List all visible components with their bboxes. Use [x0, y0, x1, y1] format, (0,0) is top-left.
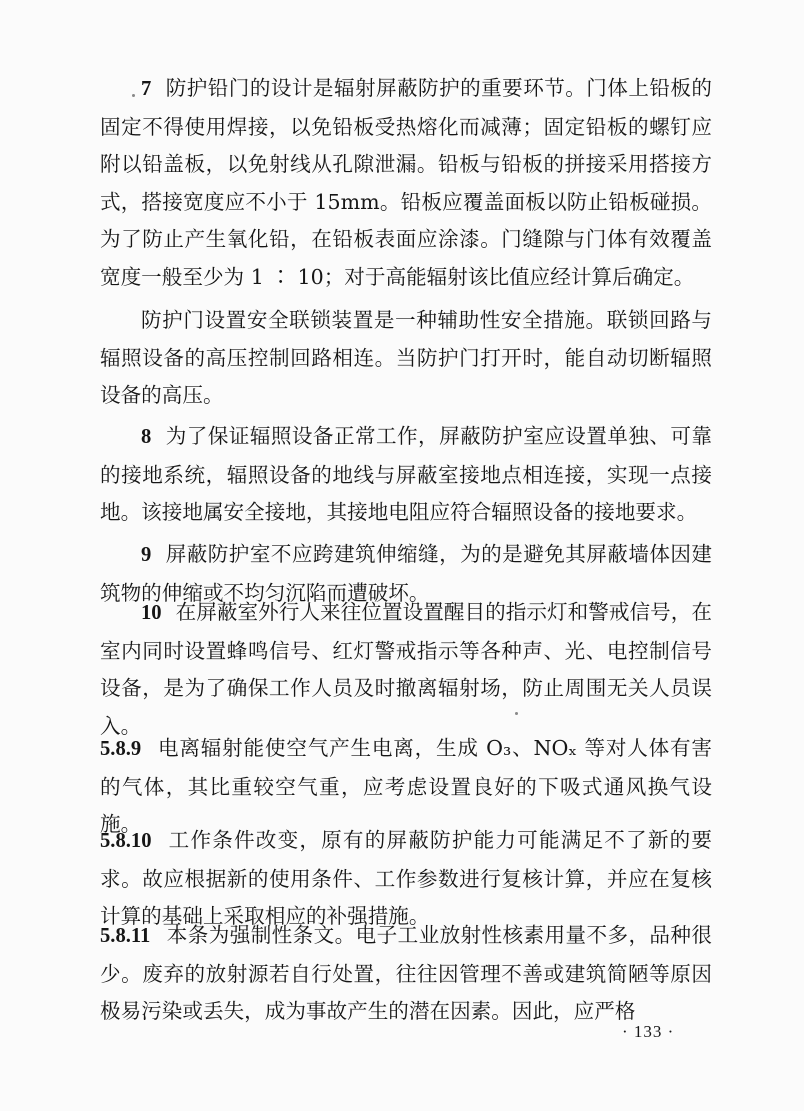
item-number: 8 — [141, 426, 152, 448]
clause-text: 工作条件改变，原有的屏蔽防护能力可能满足不了新的要求。故应根据新的使用条件、工作参数进行复核计算，并应在复核计算的基础上采取相应的补强措施。 — [100, 828, 712, 928]
item-number: 7 — [141, 78, 152, 100]
paragraph-7 — [100, 70, 712, 296]
page-number: · 133 · — [622, 1022, 675, 1041]
clause-text: 本条为强制性条文。电子工业放射性核素用量不多，品种很少。废弃的放射源若自行处置，往往因管理不善或建筑简陋等原因极易污染或丢失，成为事故产生的潜在因素。因此，应严格 — [100, 923, 712, 1023]
paragraph-interlock — [100, 302, 712, 415]
clause-number: 5.8.11 — [100, 925, 151, 947]
clause-text: 电离辐射能使空气产生电离，生成 O₃、NOₓ 等对人体有害的气体，其比重较空气重，应考虑设置良好的下吸式通风换气设施。 — [100, 736, 712, 836]
paragraph-text: 屏蔽防护室不应跨建筑伸缩缝，为的是避免其屏蔽墙体因建筑物的伸缩或不均匀沉陷而遭破坏。 — [100, 542, 712, 605]
paragraph-text: 为了保证辐照设备正常工作，屏蔽防护室应设置单独、可靠的接地系统，辐照设备的地线与屏蔽室接地点相连接，实现一点接地。该接地属安全接地，其接地电阻应符合辐照设备的接地要求。 — [100, 424, 712, 524]
clause-number: 5.8.9 — [100, 738, 142, 760]
clause-5-8-11 — [100, 917, 712, 1031]
item-number: 10 — [141, 602, 162, 624]
clause-number: 5.8.10 — [100, 830, 152, 852]
paragraph-text: 防护铅门的设计是辐射屏蔽防护的重要环节。门体上铅板的固定不得使用焊接，以免铅板受热熔化而减薄；固定铅板的螺钉应附以铅盖板，以免射线从孔隙泄漏。铅板与铅板的拼接采用搭接方式，搭接宽度应不小于 15mm。铅板应覆盖面板以防止铅板碰损。为了防止产生氧化铅，在铅板表面应涂漆。门缝隙与门体有效覆盖宽度一般至少为 1 ∶ 10；对于高能辐射该比值应经计算后确定。 — [100, 76, 712, 289]
paragraph-text: 在屏蔽室外行人来往位置设置醒目的指示灯和警戒信号，在室内同时设置蜂鸣信号、红灯警戒指示等各种声、光、电控制信号设备，是为了确保工作人员及时撤离辐射场，防止周围无关人员误入。 — [100, 600, 712, 738]
item-number: 9 — [141, 544, 152, 566]
scan-speck — [132, 94, 135, 97]
paragraph-10 — [100, 594, 712, 745]
paragraph-text: 防护门设置安全联锁装置是一种辅助性安全措施。联锁回路与辐照设备的高压控制回路相连。当防护门打开时，能自动切断辐照设备的高压。 — [100, 308, 712, 407]
scan-speck — [515, 712, 518, 715]
paragraph-8 — [100, 418, 712, 532]
